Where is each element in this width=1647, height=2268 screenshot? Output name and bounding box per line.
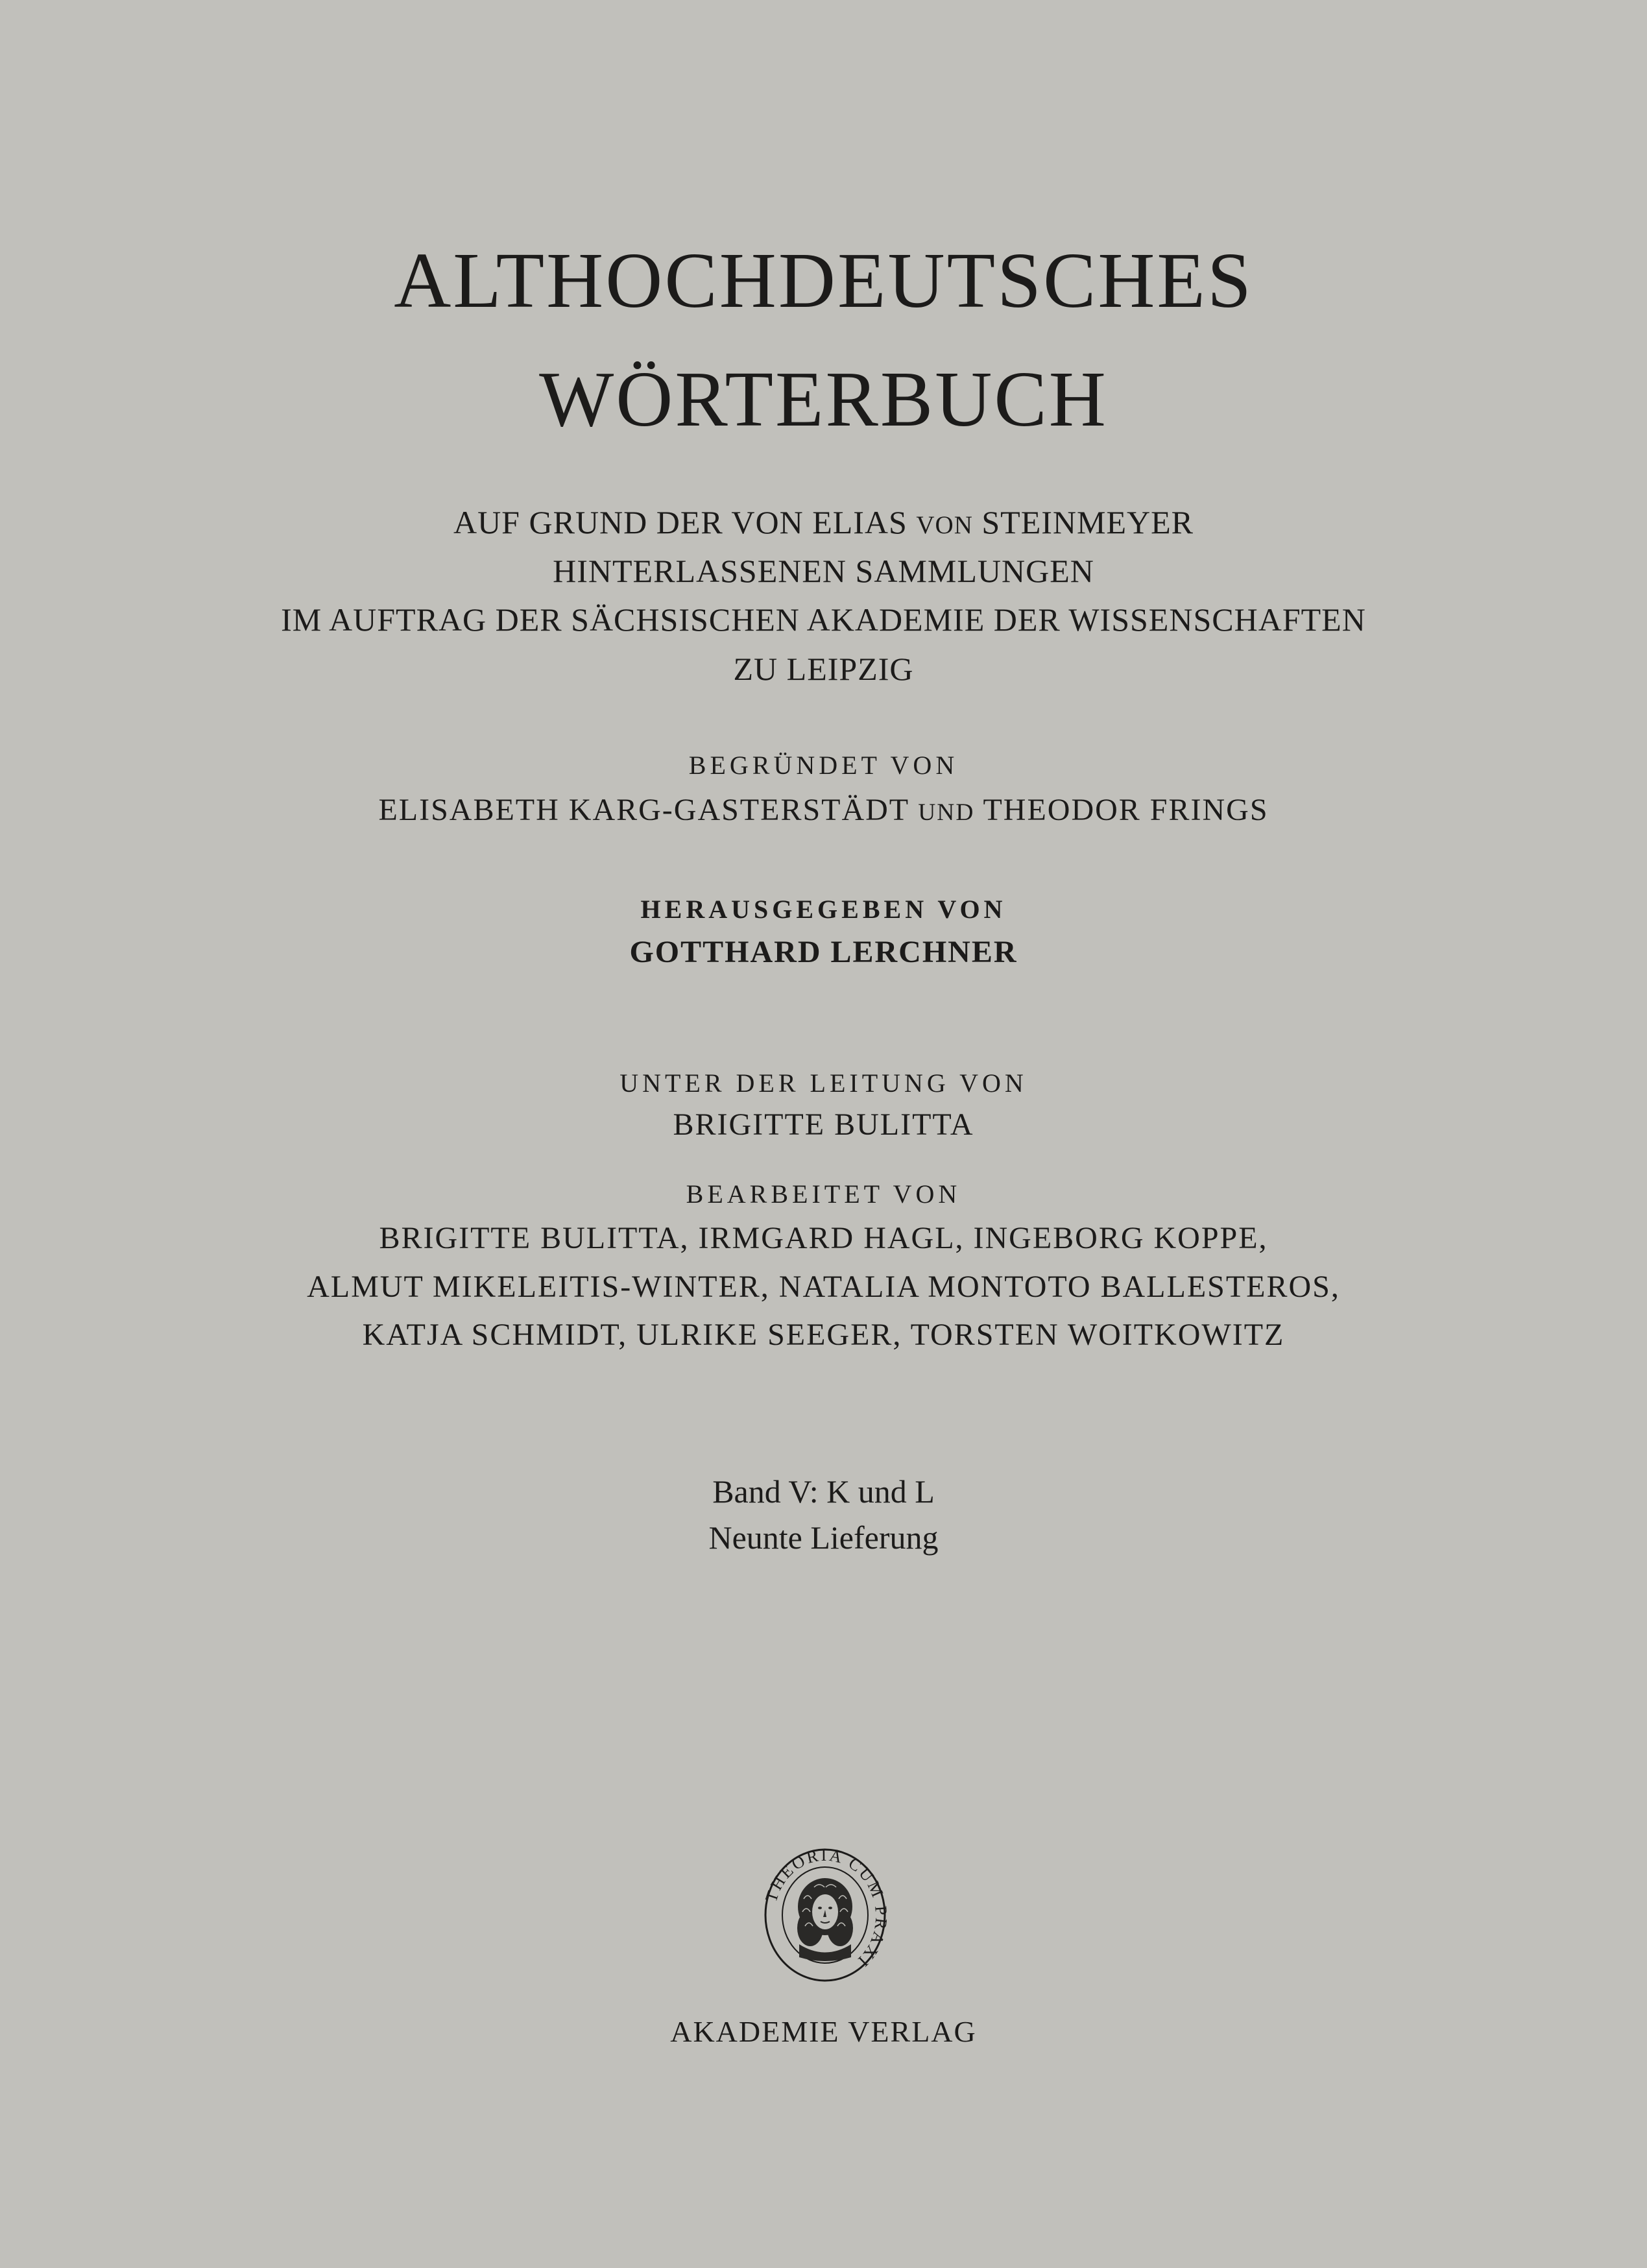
founded-name-1: ELISABETH KARG-GASTERSTÄDT	[378, 793, 919, 827]
basis-line-1	[0, 506, 1647, 538]
volume-band: Band V: K und L	[712, 1473, 935, 1510]
edited-line-1: BRIGITTE BULITTA, IRMGARD HAGL, INGEBORG KOPPE,	[379, 1221, 1268, 1255]
founded-names	[0, 795, 1647, 826]
founded-und: UND	[918, 799, 975, 826]
edited-line-2: ALMUT MIKELEITIS-WINTER, NATALIA MONTOTO BALLESTEROS,	[307, 1270, 1340, 1304]
publisher-name: AKADEMIE VERLAG	[670, 2015, 977, 2048]
editor-name: GOTTHARD LERCHNER	[629, 935, 1018, 969]
editor-label: HERAUSGEGEBEN VON	[640, 895, 1007, 924]
basis-line-1-von: VON	[916, 511, 973, 539]
direction-label: UNTER DER LEITUNG VON	[619, 1068, 1028, 1098]
basis-line-1-end: STEINMEYER	[972, 504, 1194, 540]
title-line-1: ALTHOCHDEUTSCHES	[394, 237, 1253, 324]
edited-line-3: KATJA SCHMIDT, ULRIKE SEEGER, TORSTEN WOITKOWITZ	[362, 1318, 1285, 1352]
basis-line-3: IM AUFTRAG DER SÄCHSISCHEN AKADEMIE DER WISSENSCHAFTEN	[281, 601, 1366, 638]
edited-label: BEARBEITET VON	[686, 1179, 961, 1209]
basis-line-2: HINTERLASSENEN SAMMLUNGEN	[553, 553, 1094, 589]
volume-delivery: Neunte Lieferung	[708, 1519, 939, 1556]
founded-name-2: THEODOR FRINGS	[974, 793, 1269, 827]
publisher-seal	[763, 1847, 887, 1983]
basis-line-4: ZU LEIPZIG	[733, 651, 914, 687]
basis-line-1-start: AUF GRUND DER VON ELIAS	[453, 504, 917, 540]
seal-icon	[763, 1847, 887, 1983]
direction-name: BRIGITTE BULITTA	[673, 1107, 974, 1142]
founded-label: BEGRÜNDET VON	[688, 751, 959, 780]
seal-motto: THEORIA CUM AXI	[763, 1847, 887, 1972]
title-line-2: WÖRTERBUCH	[539, 356, 1108, 443]
